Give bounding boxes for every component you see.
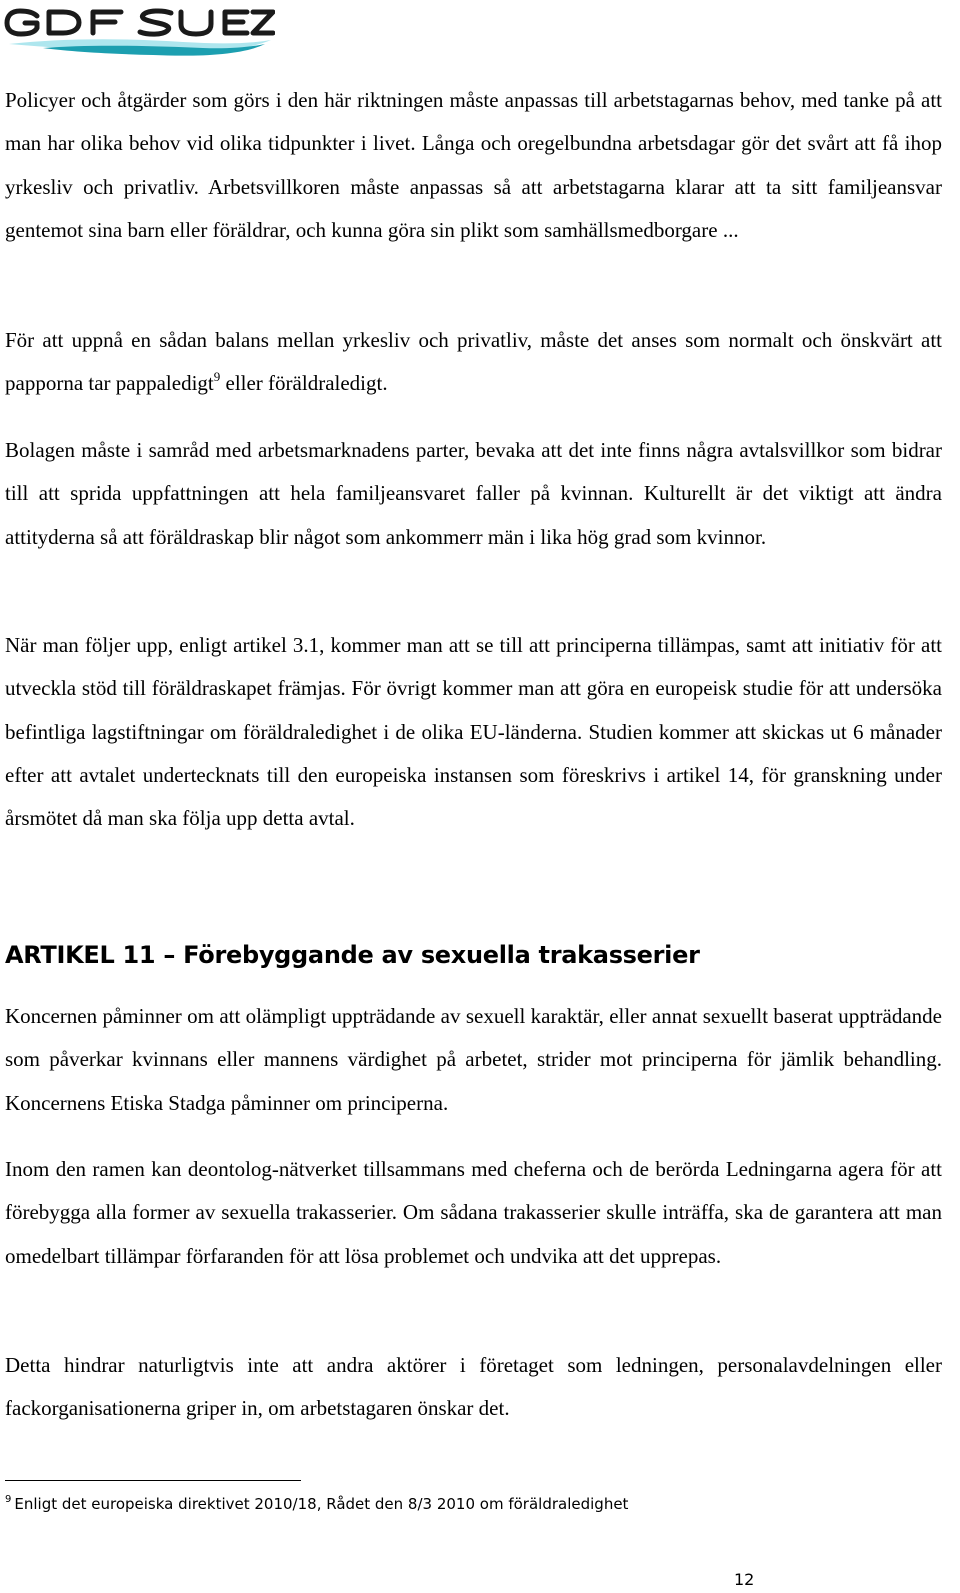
paragraph-text-before-ref: För att uppnå en sådan balans mellan yrkesliv och privatliv, måste det anses som normalt och önskvärt att papporna tar pappaledigt — [5, 328, 942, 396]
gdf-suez-logo-graphic — [3, 4, 275, 58]
section-heading-article-11: ARTIKEL 11 – Förebyggande av sexuella trakasserier — [5, 941, 700, 969]
paragraph-follow-up: När man följer upp, enligt artikel 3.1, kommer man att se till att principerna tillämpas, samt att initiativ för att utveckla stöd till föräldraskapet främjas. För övrigt kommer man att göra en europeisk studie för att undersöka befintliga lagstiftningar om föräldraledighet i de olika EU-länderna. Studien kommer att skickas ut 6 månader efter att avtalet undertecknats till den europeiska instansen som föreskrivs i artikel 14, för granskning under årsmötet då man ska följa upp detta avtal. — [5, 633, 942, 831]
footnote-reference: 9 — [213, 369, 221, 385]
footnote-number: 9 — [5, 1494, 12, 1505]
footnote — [5, 1492, 628, 1516]
page-number: 12 — [734, 1570, 755, 1589]
company-logo — [3, 4, 275, 58]
paragraph-text-after-ref: eller föräldraledigt. — [220, 371, 388, 396]
paragraph-work-life-policy: Policyer och åtgärder som görs i den här riktningen måste anpassas till arbetstagarnas behov, med tanke på att man har olika behov vid olika tidpunkter i livet. Långa och oregelbundna arbetsdagar gör det svårt att få ihop yrkesliv och privatliv. Arbetsvillkoren måste anpassas så att arbetstagarna klarar att ta sitt familjeansvar gentemot sina barn eller föräldrar, och kunna göra sin plikt som samhällsmedborgare ... — [5, 88, 942, 242]
paragraph-deontology-network: Inom den ramen kan deontolog-nätverket tillsammans med cheferna och de berörda Ledningarna agera för att förebygga alla former av sexuella trakasserier. Om sådana trakasserier skulle inträffa, ska de garantera att man omedelbart tillämpar förfaranden för att lösa problemet och undvika att det upprepas. — [5, 1157, 942, 1268]
paragraph-sexual-harassment-principles: Koncernen påminner om att olämpligt uppträdande av sexuell karaktär, eller annat sexuellt baserat uppträdande som påverkar kvinnans eller mannens värdighet på arbetet, strider mot principerna för jämlik behandling. Koncernens Etiska Stadga påminner om principerna. — [5, 1004, 942, 1115]
paragraph-other-actors: Detta hindrar naturligtvis inte att andra aktörer i företaget som ledningen, personalavdelningen eller fackorganisationerna griper in, om arbetstagaren önskar det. — [5, 1353, 942, 1421]
paragraph-social-partners: Bolagen måste i samråd med arbetsmarknadens parter, bevaka att det inte finns några avtalsvillkor som bidrar till att sprida uppfattningen att hela familjeansvaret faller på kvinnan. Kulturellt är det viktigt att ändra attityderna så att föräldraskap blir något som ankommerr män i lika hög grad som kvinnor. — [5, 438, 942, 549]
paragraph-parental-leave — [5, 319, 942, 406]
footnote-separator — [5, 1480, 301, 1481]
footnote-text: Enligt det europeiska direktivet 2010/18, Rådet den 8/3 2010 om föräldraledighet — [14, 1495, 629, 1513]
